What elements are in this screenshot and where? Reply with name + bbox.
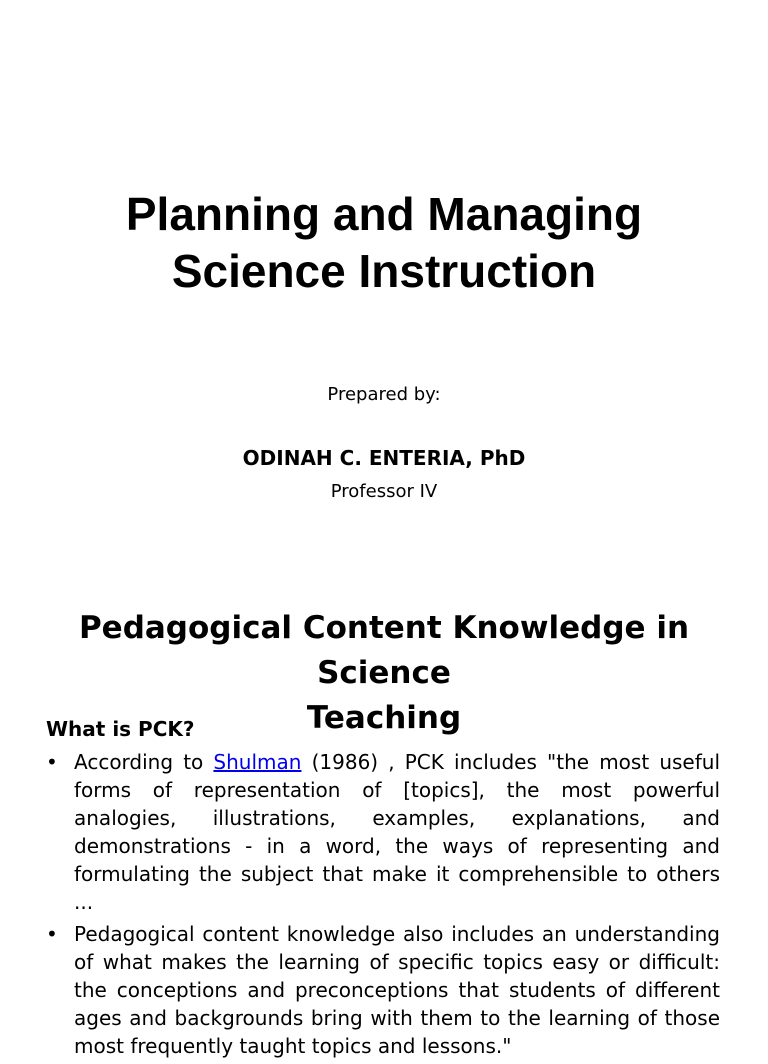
bullet-icon: •: [46, 750, 58, 774]
shulman-link[interactable]: Shulman: [213, 750, 302, 774]
section-title-line-2: Teaching: [306, 700, 462, 736]
section-subhead: What is PCK?: [46, 717, 195, 741]
list-item: [46, 920, 720, 1060]
slide-title: [0, 186, 768, 300]
prepared-by-label: Prepared by:: [327, 384, 441, 405]
bullet-icon: •: [46, 922, 58, 946]
author-role: Professor IV: [330, 481, 438, 502]
list-item: [46, 748, 720, 916]
bullet-text: Pedagogical content knowledge also includes an understanding of what makes the learning of specific topics easy or difficult: the conceptions and preconceptions that students of different ages and backgrounds bring with them to the learning of those most frequently taught topics and lessons.": [74, 922, 720, 1058]
slide-title-line-1: Planning and Managing: [125, 188, 643, 240]
author-name: ODINAH C. ENTERIA, PhD: [242, 446, 526, 470]
bullet-text-prefix: According to: [74, 750, 214, 774]
bullet-list: [46, 748, 720, 1064]
bullet-text-suffix: (1986) , PCK includes "the most useful forms of representation of [topics], the most powerful analogies, illustrations, examples, explanations, and demonstrations - in a word, the ways of representing and formulating the subject that make it comprehensible to others ...: [74, 750, 720, 914]
slide-title-line-2: Science Instruction: [171, 245, 597, 297]
section-title-line-1: Pedagogical Content Knowledge in Science: [78, 610, 690, 691]
